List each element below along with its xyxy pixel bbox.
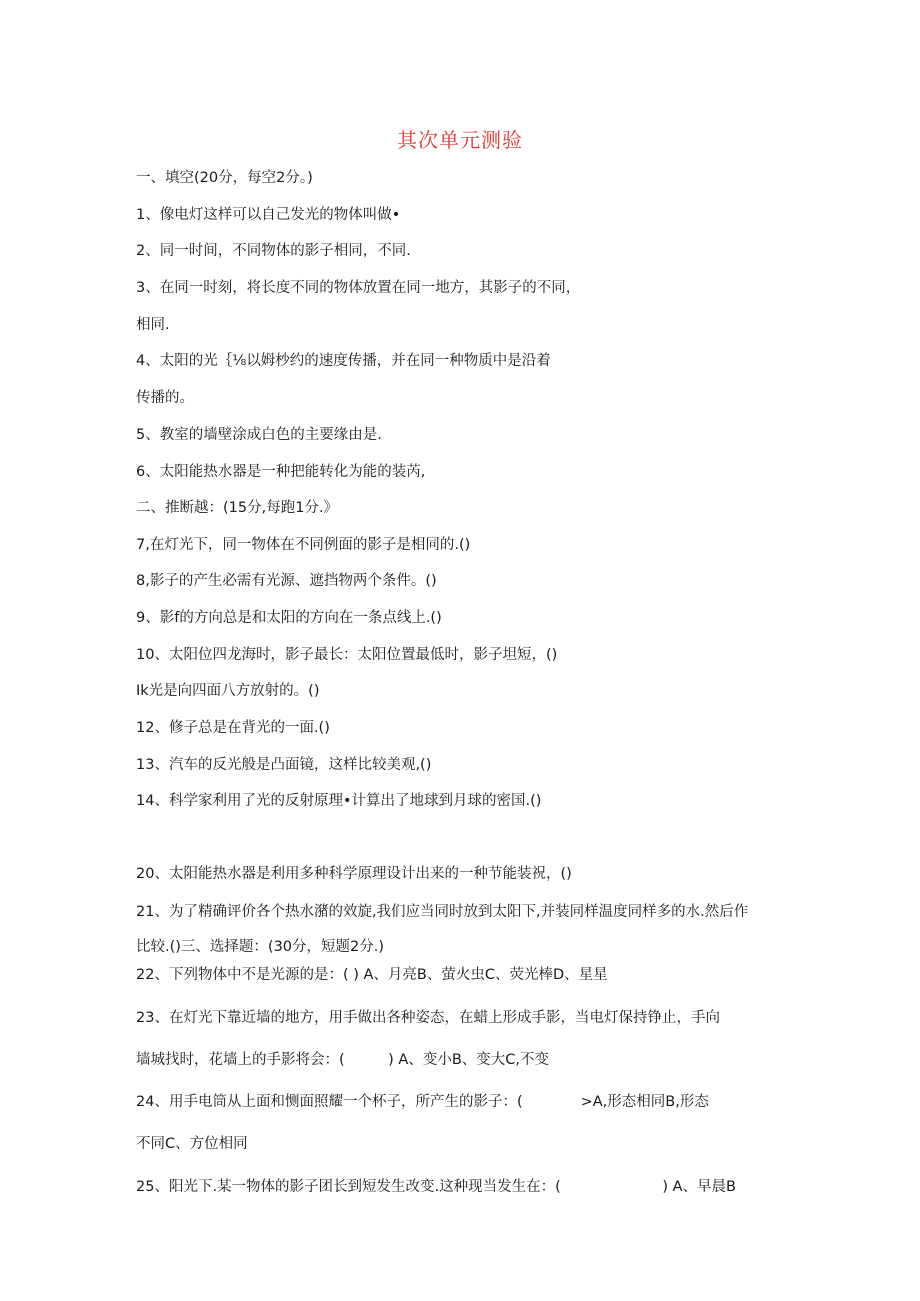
question-8: 8,影子的产生必需有光源、遮挡物两个条件。() [136,573,437,589]
question-7: 7,在灯光下，同一物体在不同例面的影子是相同的.() [136,537,471,553]
section-heading-true-false: 二、推断越：(15分,每跑1分.》 [136,500,339,516]
question-14: 14、科学家利用了光的反射原理•计算出了地球到月球的密国.() [136,793,542,809]
question-22: 22、下列物体中不是光源的是：( ) A、月亮B、萤火虫C、荧光棒D、星星 [136,967,608,983]
question-3-continued: 相同. [136,317,170,333]
question-3: 3、在同一时刻，将长度不同的物体放置在同一地方，其影子的不同， [136,280,581,296]
question-6: 6、太阳能热水器是一种把能转化为能的装芮, [136,464,426,480]
question-13: 13、汽车的反光般是凸面镜，这样比较美观,() [136,757,432,773]
question-24-continued: 不同C、方位相同 [136,1136,248,1152]
question-1: 1、像电灯这样可以自己发光的物体叫做• [136,207,401,223]
question-5: 5、教室的墙壁涂成白色的主要缘由是. [136,427,382,443]
question-23-continued: 墙城找时，花墙上的手影将会：( ) A、变小B、变大C,不变 [136,1052,550,1068]
question-4: 4、太阳的光｛⅛以姆杪约的速度传播，并在同一种物质中是沿着 [136,353,551,369]
question-10: 10、太阳位四龙海时，影子最长：太阳位置最低时，影子坦短，() [136,647,558,663]
question-12: 12、修子总是在背光的一面.() [136,720,330,736]
question-24: 24、用手电筒从上面和恻面照耀一个杯子，所产生的影子：( >A,形态相同B,形态 [136,1094,709,1110]
question-20: 20、太阳能热水器是利用多种科学原理设计出来的一种节能装祝，() [136,866,572,882]
question-25: 25、阳光下.某一物体的影子团长到短发生改变.这种现当发生在：( ) A、早晨B [136,1179,736,1195]
question-23: 23、在灯光下靠近墙的地方，用手做出各种姿态，在蜡上形成手影，当电灯保持铮止，手向 [136,1010,720,1026]
question-4-continued: 传播的。 [136,390,194,406]
section-heading-fill-blank: 一、填空(20分，每空2分。) [136,170,313,186]
page-title: 其次单元测验 [397,128,523,152]
question-21: 21、为了精确评价各个热水潴的效旋,我们应当同时放到太阳下,并装同样温度同样多的水.然后作 [136,904,749,920]
question-9: 9、影f的方向总是和太阳的方向在一条点线上.() [136,610,442,626]
question-21-continued: 比较.()三、选择题：(30分，短题2分.) [136,939,385,955]
question-2: 2、同一时间，不同物体的影子相同，不同. [136,243,411,259]
question-11: Ik光是向四面八方放射的。() [136,683,320,699]
